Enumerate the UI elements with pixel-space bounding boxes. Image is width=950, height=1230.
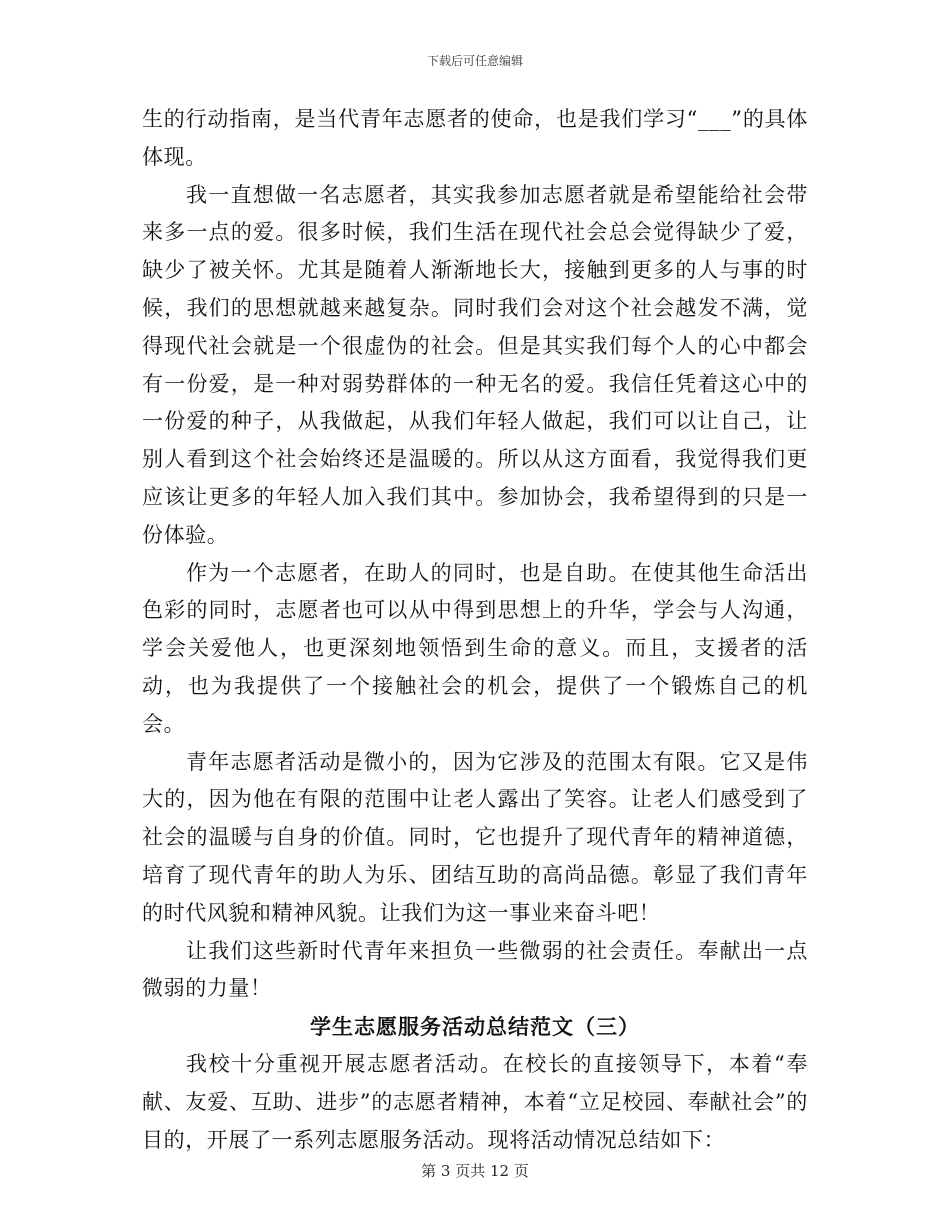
document-body <box>142 101 808 1159</box>
paragraph-3: 作为一个志愿者，在助人的同时，也是自助。在使其他生命活出色彩的同时，志愿者也可以从中得到思想上的升华，学会与人沟通，学会关爱他人，也更深刻地领悟到生命的意义。而且，支援者的活动，也为我提供了一个接触社会的机会，提供了一个锻炼自己的机会。 <box>142 560 808 736</box>
paragraph-1: 生的行动指南，是当代青年志愿者的使命，也是我们学习“___”的具体体现。 <box>142 107 808 169</box>
page-number: 第 3 页共 12 页 <box>421 1162 529 1180</box>
header-note: 下载后可任意编辑 <box>426 54 523 68</box>
paragraph-4: 青年志愿者活动是微小的，因为它涉及的范围太有限。它又是伟大的，因为他在有限的范围中让老人露出了笑容。让老人们感受到了社会的温暖与自身的价值。同时，它也提升了现代青年的精神道德，培育了现代青年的助人为乐、团结互助的高尚品德。彰显了我们青年的时代风貌和精神风貌。让我们为这一事业来奋斗吧！ <box>142 749 808 925</box>
section-title: 学生志愿服务活动总结范文（三） <box>310 1014 640 1040</box>
paragraph-2: 我一直想做一名志愿者，其实我参加志愿者就是希望能给社会带来多一点的爱。很多时候，我们生活在现代社会总会觉得缺少了爱，缺少了被关怀。尤其是随着人渐渐地长大，接触到更多的人与事的时候，我们的思想就越来越复杂。同时我们会对这个社会越发不满，觉得现代社会就是一个很虚伪的社会。但是其实我们每个人的心中都会有一份爱，是一种对弱势群体的一种无名的爱。我信任凭着这心中的一份爱的种子，从我做起，从我们年轻人做起，我们可以让自己，让别人看到这个社会始终还是温暖的。所以从这方面看，我觉得我们更应该让更多的年轻人加入我们其中。参加协会，我希望得到的只是一份体验。 <box>142 182 808 547</box>
paragraph-5: 让我们这些新时代青年来担负一些微弱的社会责任。奉献出一点微弱的力量！ <box>142 938 808 1001</box>
paragraph-6: 我校十分重视开展志愿者活动。在校长的直接领导下，本着“奉献、友爱、互助、进步”的志愿者精神，本着“立足校园、奉献社会”的目的，开展了一系列志愿服务活动。现将活动情况总结如下： <box>142 1051 808 1152</box>
